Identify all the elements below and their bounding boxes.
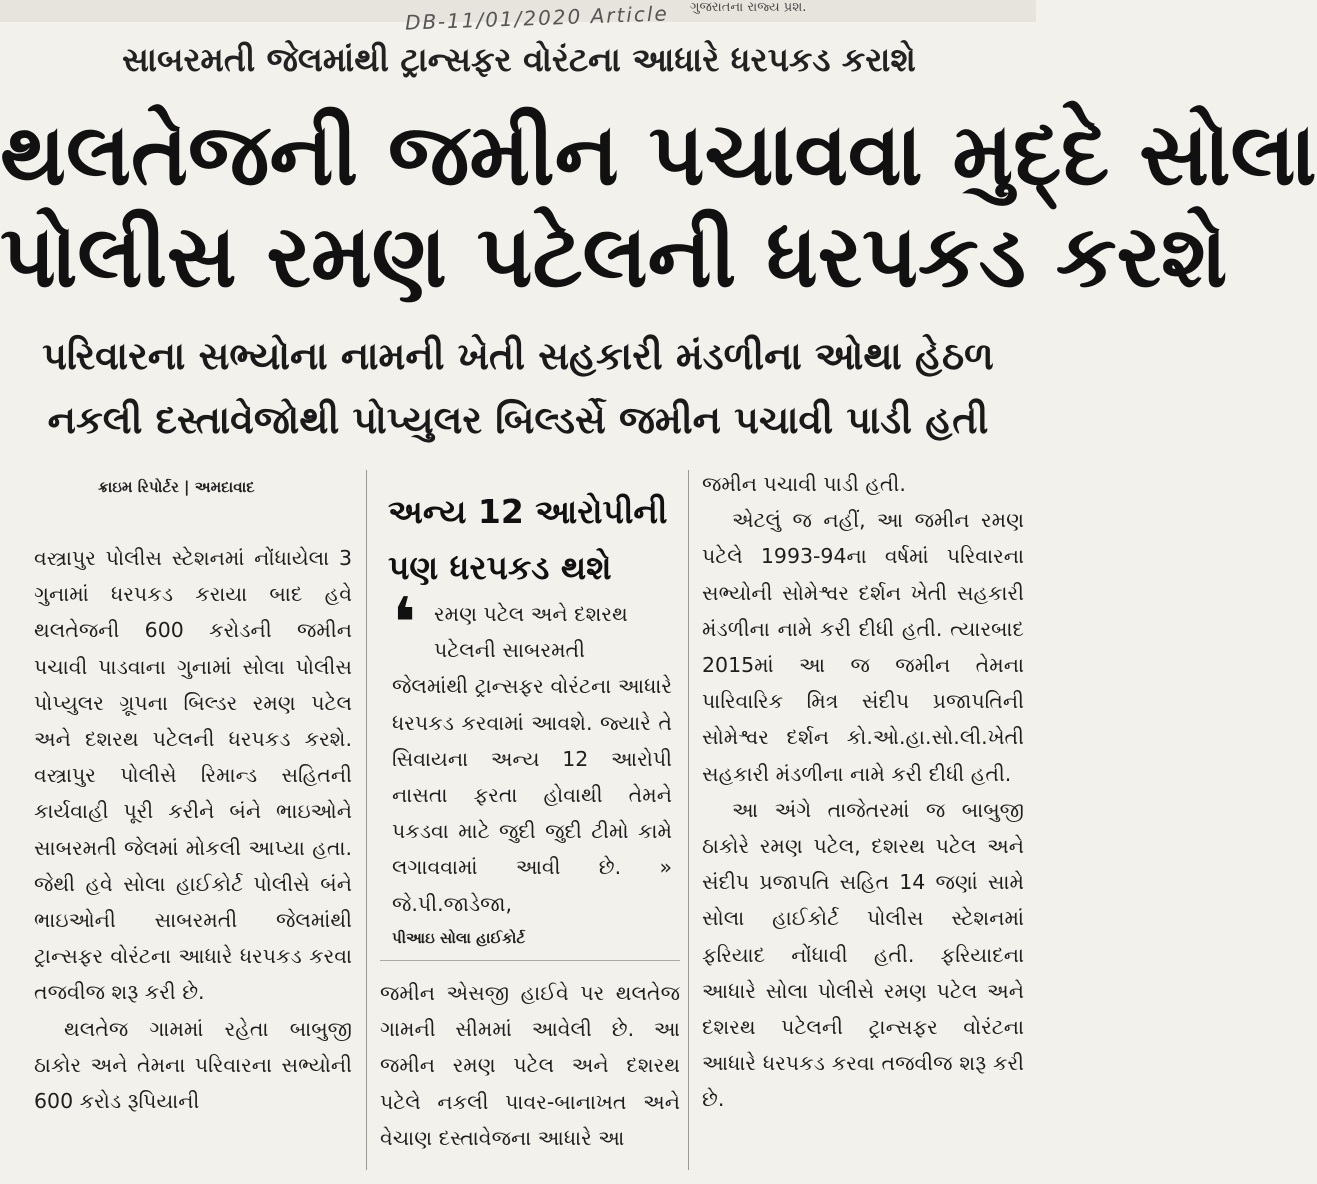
sidebar-line-1: રમણ પટેલ અને દશરથ [434,602,628,626]
column3-paragraph-1: જમીન પચાવી પાડી હતી. [702,472,906,496]
byline: ક્રાઇમ રિપોર્ટર | અમદાવાદ [98,478,255,496]
column2-paragraph: જમીન એસજી હાઈવે પર થલતેજ ગામની સીમમાં આવેલી છે. આ જમીન રમણ પટેલ અને દશરથ પટેલે નકલી પાવર-બાનાખત અને વેચાણ દસ્તાવેજના આધારે આ [380,981,680,1150]
sidebar-divider [380,960,680,961]
kicker: સાબરમતી જેલમાંથી ટ્રાન્સફર વોરંટના આધારે ધરપકડ કરાશે [122,40,916,79]
headline-line-2: પોલીસ રમણ પટેલની ધરપકડ કરશે [0,207,1228,307]
column3-paragraph-3: આ અંગે તાજેતરમાં જ બાબુજી ઠાકોરે રમણ પટેલ, દશરથ પટેલ અને સંદીપ પ્રજાપતિ સહિત 14 જણાં સામે સોલા હાઈકોર્ટ પોલીસ સ્ટેશનમાં ફરિયાદ નોંધાવી હતી. ફરિયાદના આધારે સોલા પોલીસે રમણ પટેલ અને દશરથ પટેલની ટ્રાન્સફર વોરંટના આધારે ધરપકડ કરવા તજવીજ શરૂ કરી છે. [702,797,1024,1112]
sidebar-headline: અન્ય 12 આરોપીની પણ ધરપકડ થશે [388,492,668,587]
column-divider [366,470,367,1170]
article-column-1 [34,540,352,1180]
headline-line-1: થલતેજની જમીન પચાવવા મુદ્દે સોલા [0,105,1317,205]
article-column-2 [380,975,680,1175]
subdeck-line-1: પરિવારના સભ્યોના નામની ખેતી સહકારી મંડળીના ઓથા હેઠળ [42,334,994,378]
column3-paragraph-2: એટલું જ નહીં, આ જમીન રમણ પટેલે 1993-94ના વર્ષમાં પરિવારના સભ્યોની સોમેશ્વર દર્શન ખેતી સહકારી મંડળીના નામે કરી દીધી હતી. ત્યારબાદ 2015માં આ જ જમીન તેમના પારિવારિક મિત્ર સંદીપ પ્રજાપતિની સોમેશ્વર દર્શન કો.ઓ.હા.સો.લી.ખેતી સહકારી મંડળીના નામે કરી દીધી હતી. [702,508,1024,786]
quote-mark-icon: ❛ [392,582,417,664]
handwritten-date-note: DB-11/01/2020 Article [404,1,670,35]
column1-paragraph-1: વસ્ત્રાપુર પોલીસ સ્ટેશનમાં નોંધાયેલા 3 ગુનામાં ધરપકડ કરાયા બાદ હવે થલતેજની 600 કરોડની જમીન પચાવી પાડવાના ગુનામાં સોલા પોલીસ પોપ્યુલર ગ્રૂપના બિલ્ડર રમણ પટેલ અને દશરથ પટેલની ધરપકડ કરશે. વસ્ત્રાપુર પોલીસે રિમાન્ડ સહિતની કાર્યવાહી પૂરી કરીને બંને ભાઇઓને સાબરમતી જેલમાં મોકલી આપ્યા હતા. જેથી હવે સોલા હાઈકોર્ટ પોલીસે બંને ભાઇઓની સાબરમતી જેલમાંથી ટ્રાન્સફર વોરંટના આધારે ધરપકડ કરવા તજવીજ શરૂ કરી છે. [34,546,352,1005]
sidebar-line-2: પટેલની સાબરમતી [434,638,585,663]
sidebar-quote [392,596,672,948]
subdeck-line-2: નકલી દસ્તાવેજોથી પોપ્યુલર બિલ્ડર્સે જમીન પચાવી પાડી હતી [47,398,989,442]
article-column-3 [702,466,1024,1166]
sidebar-credit: પીઆઇ સોલા હાઈકોર્ટ [392,928,526,947]
sidebar-body: જેલમાંથી ટ્રાન્સફર વોરંટના આધારે ધરપકડ કરવામાં આવશે. જ્યારે તે સિવાયના અન્ય 12 આરોપી નાસતા ફરતા હોવાથી તેમને પકડવા માટે જુદી જુદી ટીમો કામે લગાવવામાં આવી છે. » જે.પી.જાડેજા, [392,674,672,916]
top-note: ગુજરાતના રાજ્ય પ્રશ. [690,0,807,15]
column1-paragraph-2: થલતેજ ગામમાં રહેતા બાબુજી ઠાકોર અને તેમના પરિવારના સભ્યોની 600 કરોડ રૂપિયાની [34,1016,352,1114]
column-divider [688,470,689,1170]
